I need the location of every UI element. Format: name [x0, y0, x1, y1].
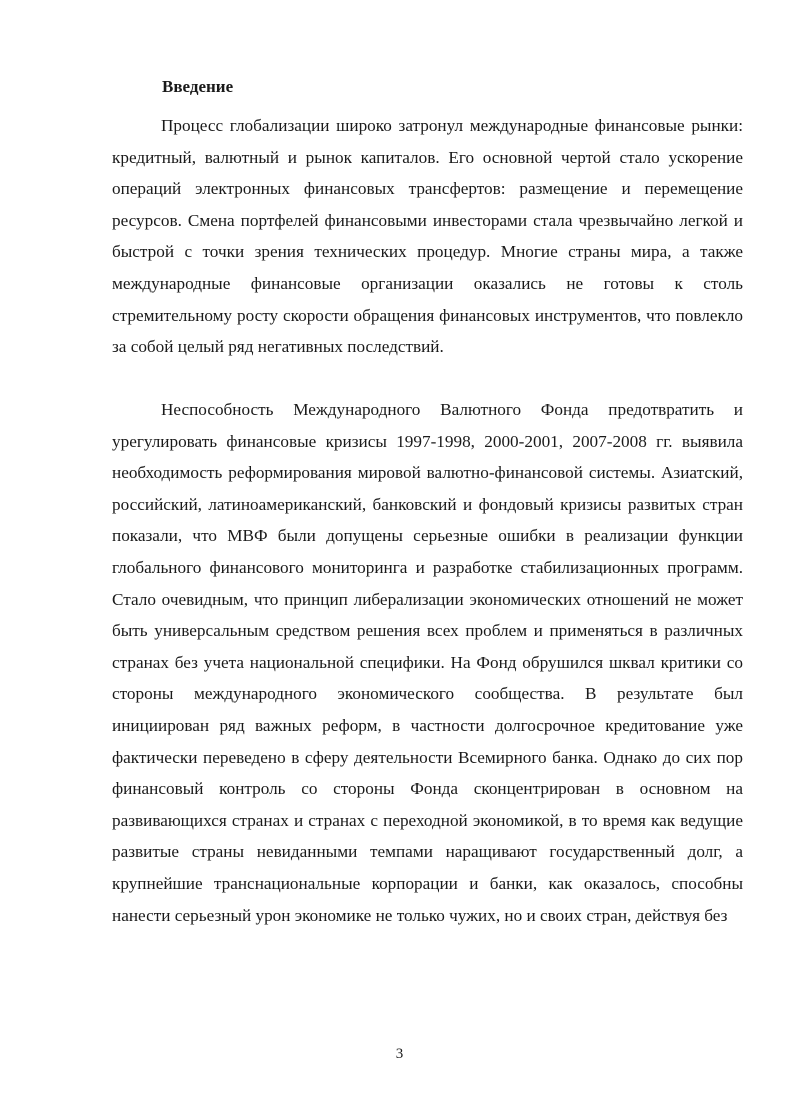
page-number: 3 [395, 1046, 404, 1062]
paragraph-2: Неспособность Международного Валютного Фонда предотвратить и урегулировать финансовые кризисы 1997-1998, 2000-2001, 2007-2008 гг. выявила необходимость реформирования мировой валютно-финансовой системы. Азиатский, российский, латиноамериканский, банковский и фондовый кризисы развитых стран показали, что МВФ были допущены серьезные ошибки в реализации функции глобального финансового мониторинга и разработке стабилизационных программ. Стало очевидным, что принцип либерализации экономических отношений не может быть универсальным средством решения всех проблем и применяться в различных странах без учета национальной специфики. На Фонд обрушился шквал критики со стороны международного экономического сообщества. В результате был инициирован ряд важных реформ, в частности долгосрочное кредитование уже фактически переведено в сферу деятельности Всемирного банка. Однако до сих пор финансовый контроль со стороны Фонда сконцентрирован в основном на развивающихся странах и странах с переходной экономикой, в то время как ведущие развитые страны невиданными темпами наращивают государственный долг, а крупнейшие транснациональные корпорации и банки, как оказалось, способны нанести серьезный урон экономике не только чужих, но и своих стран, действуя без [112, 400, 743, 925]
section-heading: Введение [162, 77, 234, 96]
paragraph-1: Процесс глобализации широко затронул международные финансовые рынки: кредитный, валютный и рынок капиталов. Его основной чертой стало ускорение операций электронных финансовых трансфертов: размещение и перемещение ресурсов. Смена портфелей финансовыми инвесторами стала чрезвычайно легкой и быстрой с точки зрения технических процедур. Многие страны мира, а также международные финансовые организации оказались не готовы к столь стремительному росту скорости обращения финансовых инструментов, что повлекло за собой целый ряд негативных последствий. [112, 116, 743, 357]
